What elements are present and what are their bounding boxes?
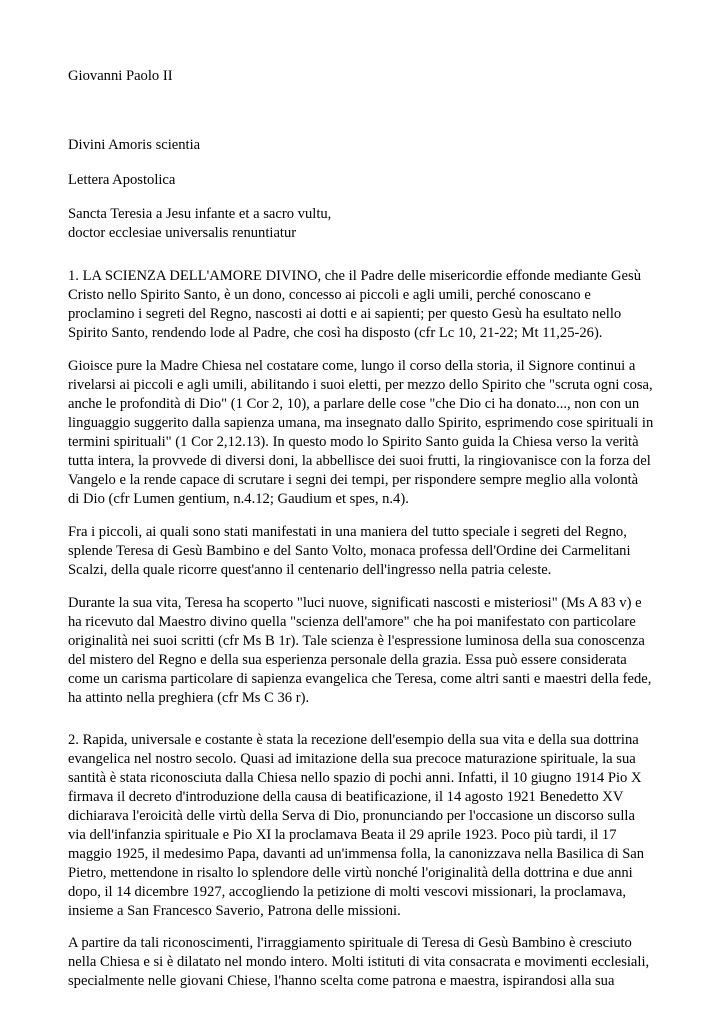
author-name: Giovanni Paolo II [68,68,173,84]
paragraph-line: proclamino i segreti del Regno, nascosti ai dotti e ai sapienti; per questo Gesù ha esultato nello [68,306,622,322]
paragraph-line: ha attinto nella preghiera (cfr Ms C 36 r). [68,690,310,706]
paragraph-line: specialmente nelle giovani Chiese, l'hanno scelta come patrona e maestra, ispirandosi alla sua [68,973,615,989]
paragraph-line: anche le profondità di Dio" (1 Cor 2, 10), a parlare delle cose "che Dio ci ha donato..., non con un [68,396,640,412]
paragraph-line: linguaggio suggerito dalla sapienza umana, ma insegnato dallo Spirito, esprimendo cose spirituali in [68,415,654,431]
paragraph-line: ha ricevuto dal Maestro divino quella "scienza dell'amore" che ha poi manifestato con particolare [68,614,636,630]
paragraph-line: Spirito Santo, rendendo lode al Padre, che così ha disposto (cfr Lc 10, 21-22; Mt 11,25-26). [68,325,603,341]
paragraph-line: dopo, il 14 dicembre 1927, accogliendo la petizione di molti vescovi missionari, la proclamava, [68,884,627,900]
subtitle-line: Sancta Teresia a Jesu infante et a sacro vultu, [68,206,332,222]
document-page [68,0,716,1024]
paragraph-line: Gioisce pure la Madre Chiesa nel costatare come, lungo il corso della storia, il Signore continui a [68,358,636,374]
paragraph-line: nella Chiesa e si è dilatato nel mondo intero. Molti istituti di vita consacrata e movimenti ecclesiali, [68,954,650,970]
subtitle-line: doctor ecclesiae universalis renuntiatur [68,225,297,241]
paragraph-line: come un carisma particolare di sapienza evangelica che Teresa, come altri santi e maestri della fede, [68,671,652,687]
paragraph-line: via dell'infanzia spirituale e Pio XI la proclamava Beata il 29 aprile 1923. Poco più tardi, il 17 [68,827,617,843]
paragraph-line: splende Teresa di Gesù Bambino e del Santo Volto, monaca professa dell'Ordine dei Carmelitani [68,543,631,559]
paragraph-line: rivelarsi ai piccoli e agli umili, abilitando i suoi eletti, per mezzo dello Spirito che "scruta ogni cosa, [68,377,653,393]
paragraph-line: originalità nei suoi scritti (cfr Ms B 1r). Tale scienza è l'espressione luminosa della sua conoscenza [68,633,645,649]
paragraph-line: termini spirituali" (1 Cor 2,12.13). In questo modo lo Spirito Santo guida la Chiesa verso la verità [68,434,639,450]
paragraph-line: del mistero del Regno e della sua esperienza personale della grazia. Essa può essere considerata [68,652,627,668]
paragraph-line: dichiarava l'eroicità delle virtù della Serva di Dio, pronunciando per l'occasione un discorso sulla [68,808,635,824]
paragraph-line: di Dio (cfr Lumen gentium, n.4.12; Gaudium et spes, n.4). [68,491,409,507]
paragraph-line: evangelica nel nostro secolo. Quasi ad imitazione della sua precoce maturazione spirituale, la sua [68,751,636,767]
paragraph-line: Vangelo e la rende capace di scrutare i segni dei tempi, per rispondere sempre meglio alla volontà [68,472,639,488]
paragraph-line: tutta intera, la provvede di diversi doni, la abbellisce dei suoi frutti, la ringiovanisce con la forza del [68,453,651,469]
paragraph-line: maggio 1925, il medesimo Papa, davanti ad un'immensa folla, la canonizzava nella Basilica di San [68,846,645,862]
paragraph-line: firmava il decreto d'introduzione della causa di beatificazione, il 14 agosto 1921 Benedetto XV [68,789,624,805]
paragraph-line: insieme a San Francesco Saverio, Patrona delle missioni. [68,903,401,919]
paragraph-line: 2. Rapida, universale e costante è stata la recezione dell'esempio della sua vita e della sua dottrina [68,732,639,748]
paragraph-line: Durante la sua vita, Teresa ha scoperto "luci nuove, significati nascosti e misteriosi" (Ms A 83 v) e [68,595,642,611]
paragraph-line: Scalzi, della quale ricorre quest'anno il centenario dell'ingresso nella patria celeste. [68,562,552,578]
document-type: Lettera Apostolica [68,172,176,188]
paragraph-line: 1. LA SCIENZA DELL'AMORE DIVINO, che il Padre delle misericordie effonde mediante Gesù [68,268,641,284]
paragraph-line: Fra i piccoli, ai quali sono stati manifestati in una maniera del tutto speciale i segreti del Regno, [68,524,627,540]
paragraph-line: Pietro, mettendone in risalto lo splendore delle virtù nonché l'originalità della dottrina e due anni [68,865,633,881]
document-title: Divini Amoris scientia [68,137,201,153]
paragraph-line: Cristo nello Spirito Santo, è un dono, concesso ai piccoli e agli umili, perché conoscano e [68,287,591,303]
paragraph-line: santità è stata riconosciuta dalla Chiesa nello spazio di pochi anni. Infatti, il 10 giugno 1914 Pio X [68,770,642,786]
paragraph-line: A partire da tali riconoscimenti, l'irraggiamento spirituale di Teresa di Gesù Bambino è cresciuto [68,935,632,951]
